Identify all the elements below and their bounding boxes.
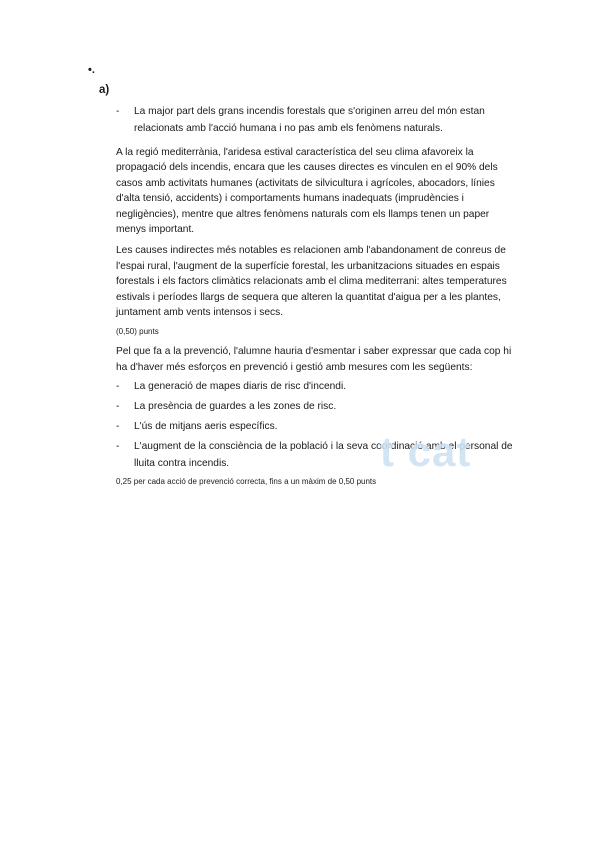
section-label: a): [99, 84, 110, 96]
dash-marker: -: [116, 441, 120, 453]
paragraph-causes-indirect: Les causes indirectes més notables es relacionen amb l'abandonament de conreus de l'espai rural, l'augment de la superfície forestal, les urbanitzacions situades en espais forestals i els factors climàtics relacionats amb el clima mediterrani: altes temperatures estivals i períodes llargs de sequera que alteren la quantitat d'aigua per a les plantes, juntament amb vents intensos i secs.: [116, 245, 507, 319]
score-note-1: (0,50) punts: [116, 327, 159, 337]
paragraph-causes-direct: A la regió mediterrània, l'aridesa estival característica del seu clima afavoreix la propagació dels incendis, encara que les causes directes es vinculen en el 90% dels casos amb activitats humanes (activitats de silvicultura i agrícoles, abocadors, línies d'alta tensió, accidents) i comportaments humans inadequats (imprudències i negligències), mentre que altres fenòmens naturals com els llamps tenen un paper menys important.: [116, 147, 498, 236]
list-item-text: La generació de mapes diaris de risc d'incendi.: [134, 381, 347, 393]
list-item-text: L'augment de la consciència de la població i la seva coordinació amb el personal de lluita contra incendis.: [134, 441, 513, 470]
watermark: t cat: [380, 428, 472, 475]
list-item-text: La presència de guardes a les zones de risc.: [134, 401, 337, 413]
list-item-text: L'ús de mitjans aeris específics.: [134, 421, 278, 433]
list-item: [116, 398, 516, 415]
score-note-2: 0,25 per cada acció de prevenció correcta, fins a un màxim de 0,50 punts: [116, 477, 377, 487]
dash-marker: -: [116, 106, 120, 117]
list-item: [116, 378, 516, 395]
intro-bullet: [116, 103, 516, 137]
question-marker: •.: [88, 64, 95, 76]
dash-marker: -: [116, 381, 120, 393]
intro-bullet-text: La major part dels grans incendis forestals que s'originen arreu del món estan relacionats amb l'acció humana i no pas amb els fenòmens naturals.: [134, 106, 485, 134]
dash-marker: -: [116, 421, 120, 433]
dash-marker: -: [116, 401, 120, 413]
paragraph-prevention: Pel que fa a la prevenció, l'alumne hauria d'esmentar i saber expressar que cada cop hi ha d'haver més esforços en prevenció i gestió amb mesures com les següents:: [116, 346, 512, 373]
